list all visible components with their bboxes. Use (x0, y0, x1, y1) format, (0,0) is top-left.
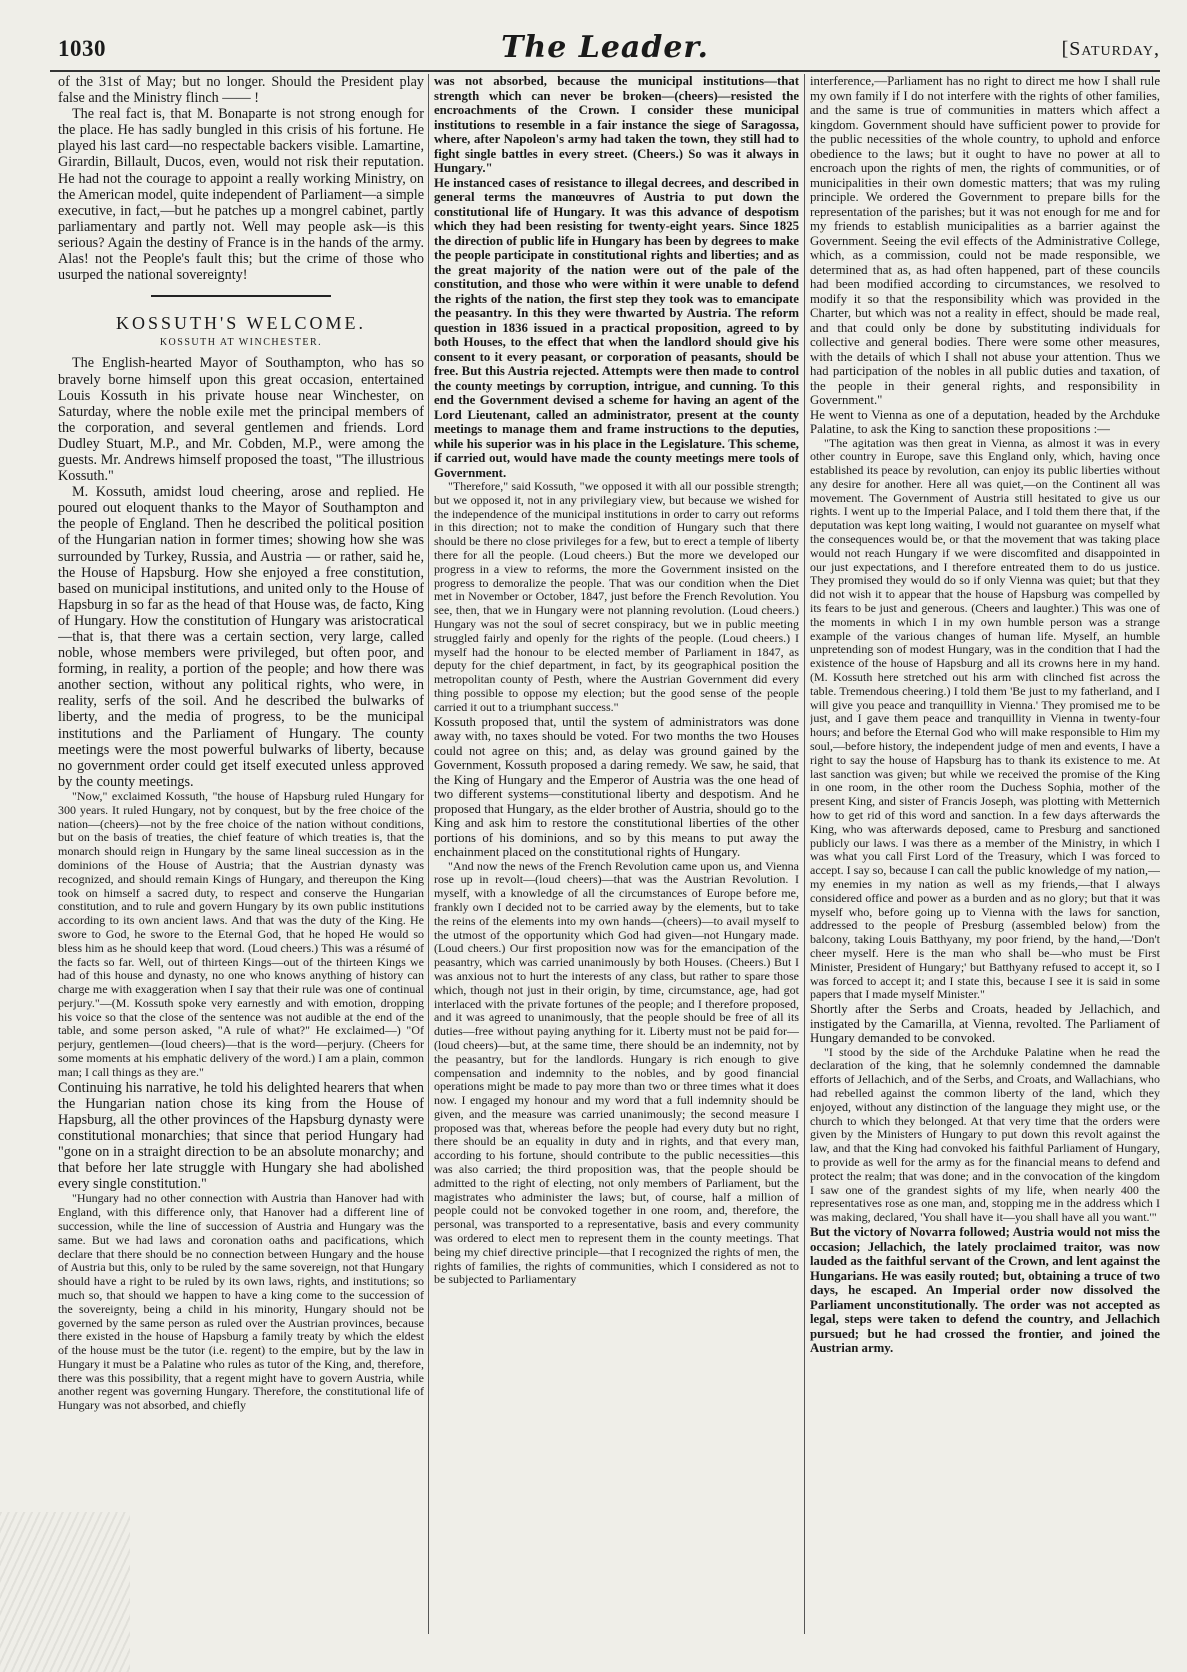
column-rule-2 (804, 74, 805, 1634)
page-number: 1030 (58, 36, 106, 61)
paragraph: of the 31st of May; but no longer. Should the President play false and the Ministry flinch —— ! (58, 74, 424, 107)
quote-paragraph: "Hungary had no other connection with Austria than Hanover had with England, with this difference only, that Hanover had a different line of succession, while the line of succession of Austria and Hungary was the same. But we had laws and coronation oaths and pacifications, which declare that there should be no connection between Hungary and the house of Austria but this, only to be ruled by the same sovereign, not that Hungary should have a right to be ruled by its own laws, rights, and institutions; so much so, that should we happen to have a king come to the succession of the sovereignty, being a child in his minority, Hungary should not be governed by the same person as ruled over the Austrian provinces, because there existed in the house of Hapsburg a family treaty by which the eldest of the house must be the tutor (i.e. regent) to the empire, but by the law in Hungary it must be a Palatine who rules as tutor of the King, and, therefore, there was this possibility, that a regent might have to govern Austria, while another regent was governing Hungary. Therefore, the constitutional life of Hungary was not absorbed, and chiefly (58, 1191, 424, 1413)
paragraph: But the victory of Novarra followed; Austria would not miss the occasion; Jellachich, the lately proclaimed traitor, was now lauded as the faithful servant of the Crown, and lent against the Hungarians. He was easily routed; but, obtaining a truce of two days, he escaped. An Imperial order now dissolved the Parliament unconstitutionally. The order was not accepted as legal, steps were taken to defend the country, and Jellachich pursued; but he had crossed the frontier, and joined the Austrian army. (810, 1225, 1160, 1356)
paragraph: The real fact is, that M. Bonaparte is not strong enough for the place. He has sadly bungled in this crisis of his fortune. He played his last card—no respectable backers visible. Lamartine, Girardin, Billault, Ducos, even, would not risk their reputation. He had not the courage to appoint a really working Ministry, on the American model, quite independent of Parliament—a simple executive, in fact,—but he patches up a mongrel cabinet, partly parliamentary and partly not. Well may people ask—is this serious? Again the destiny of France is in the hands of the army. Alas! not the People's fault this; but the crime of those who usurped the national sovereignty! (58, 106, 424, 284)
paragraph: interference,—Parliament has no right to direct me how I shall rule my own family if I do not interfere with the rights of other families, and the same is true of communities in matters which affect a kingdom. Government should have sufficient power to provide for the public necessities of the whole country, to uphold and enforce obedience to the laws; but it ought to have no power at all to encroach upon the rights of men, the rights of communities, or of municipalities in their own domestic matters; that was my ruling principle. We ordered the Government to prepare bills for the representation of the parishes; but it was not enough for me and for my friends to establish municipalities as a barrier against the Government. Seeing the evil effects of the Administrative College, which, as a commission, could not be made responsible, we determined that as, as had often happened, part of these councils had been modified according to circumstances, we resolved to modify it so that the responsibility which was provided in the Charter, but which was not a reality in effect, should be made real, and that could only be done by substituting individuals for collective and general bodies. There were some other measures, with the details of which I shall not abuse your attention. Thus we had participation of the nobles in all public duties and taxation, of the people in their general rights, and responsibility in Government." (810, 74, 1160, 407)
masthead-rule (50, 70, 1160, 72)
column-rule-1 (428, 74, 429, 1634)
paragraph: Kossuth proposed that, until the system of administrators was done away with, no taxes should be voted. For two months the two Houses could not agree on this; and, as delay was ground gained by the Government, Kossuth proposed a daring remedy. We saw, he said, that the King of Hungary and the Emperor of Austria was the one head of two different systems—constitutional liberty and despotism. And he proposed that Hungary, as the elder brother of Austria, should go to the King and ask him to restore the constitutional liberties of the other portions of his dominions, and so by this means to put away the enchainment placed on the constitutional rights of Hungary. (434, 714, 799, 860)
masthead (50, 30, 1160, 66)
paragraph: He went to Vienna as one of a deputation, headed by the Archduke Palatine, to ask the King to sanction these propositions :— (810, 407, 1160, 436)
page-corner-damage (0, 1512, 130, 1672)
quote-paragraph: "And now the news of the French Revolution came upon us, and Vienna rose up in revolt—(loud cheers)—that was the Austrian Revolution. I myself, with a knowledge of all the circumstances of Europe before me, frankly own I decided not to be carried away by the elements, but to take the reins of the elements into my own hands—(cheers)—to avail myself to the utmost of the opportunity which God had given—not Hungary made. (Loud cheers.) Our first proposition now was for the emancipation of the peasantry, which was carried unanimously by both Houses. (Cheers.) But I was anxious not to hurt the interests of any class, but rather to spare those which, though not just in their origin, by time, circumstance, age, had got interlaced with the private fortunes of the people; and I therefore proposed, and it was agreed to unanimously, that the people should be free of all its duties—free without paying anything for it. Liberty must not be paid for—(loud cheers)—but, at the same time, there should be an indemnity, not by the peasantry, but for the landlords. Hungary is rich enough to give compensation and indemnity to the nobles, and by good financial operations might be made to pay more than two or three times what it does now. I engaged my honour and my word that a full indemnity should be given, and the measure was carried unanimously; the second measure I proposed was that, whereas before the people had every duty but no right, there should be an equality in duty and in rights, and that every man, according to his fortune, should contribute to the public necessities—this was also carried; the third proposition was, that the people should be admitted to the right of electing, not only members of Parliament, but the magistrates who administer the laws; but, of course, half a million of people could not be convoked together in one room, and, therefore, the personal, was transported to a representative, basis and every community was ordered to elect men to represent them in the county meetings. That being my chief directive principle—that I recognized the rights of men, the rights of families, the rights of communities, which I considered as not to be subjected to Parliamentary (434, 858, 799, 1287)
quote-paragraph: "Now," exclaimed Kossuth, "the house of Hapsburg ruled Hungary for 300 years. It ruled Hungary, not by conquest, but by the free choice of the nation—(cheers)—not by the free choice of the nation without conditions, but on the basis of treaties, the chief feature of which treaties is, that the monarch should reign in Hungary by the same lineal succession as in the dominions of the House of Austria; that the Austrian dynasty was recognized, and should remain Kings of Hungary, and thereupon the King took on himself a sacred duty, to respect and conserve the Hungarian constitution, and to rule and govern Hungary by its own public institutions according to its own ancient laws. And that was the duty of the King. He swore to God, he swore to the Eternal God, that he hoped He would so bless him as he should keep that word. (Loud cheers.) This was a résumé of the facts so far. Well, out of thirteen Kings—out of the thirteen Kings we had of this house and dynasty, no one who knows anything of history can charge me with exaggeration when I say that their rule was one of continual perjury."—(M. Kossuth spoke very earnestly and with emotion, dropping his voice so that the close of the sentence was not audible at the end of the table, and some person asked, "A rule of what?" He exclaimed—) "Of perjury, gentlemen—(loud cheers)—that is the word—perjury. (Cheers for some moments at his emphatic delivery of the word.) I am a plain, common man; I call things as they are." (58, 788, 424, 1079)
paragraph: Continuing his narrative, he told his delighted hearers that when the Hungarian nation chose its king from the House of Hapsburg, all the other provinces of the Hapsburg dynasty were constitutional monarchies; that since that period Hungary had "gone on in a straight direction to be an absolute monarchy; and that before her late struggle with Hungary she had abolished every single constitution." (58, 1079, 424, 1193)
paragraph: He instanced cases of resistance to illegal decrees, and described in general terms the manœuvres of Austria to put down the constitutional life of Hungary. It was this advance of despotism which they had been resisting for twenty-eight years. Since 1825 the direction of public life in Hungary has been by degrees to make the people participate in constitutional rights and liberties; and as the great majority of the nation were out of the pale of the constitution, and those who were within it were unable to defend the rights of the nation, the first step they took was to emancipate the peasantry. In this they were thwarted by Austria. The reform question in 1836 issued in a practical proposition, agreed to by both Houses, to the effect that when the landlord should give his consent to it every peasant, or corporation of peasants, should be free. But this Austria rejected. Attempts were then made to control the county meetings by corruption, intrigue, and cunning. To this end the Government devised a scheme for having an agent of the Lord Lieutenant, called an administrator, present at the county meetings to manage them and frame instructions to the deputies, while his superior was in his place in the Legislature. This scheme, if carried out, would have made the county meetings mere tools of Government. (434, 175, 799, 480)
day-label: [Saturday, (1061, 38, 1160, 60)
column-3 (810, 74, 1160, 1634)
quote-paragraph: "Therefore," said Kossuth, "we opposed it with all our possible strength; but we opposed it, not in any privilegiary view, but because we wished for the independence of the municipal institutions in order to carry out reforms in this direction; not to make the condition of Hungary such that there should be there no close privileges for a few, but to erect a temple of liberty there for all the people. (Loud cheers.) But the more we developed our progress in a view to reforms, the more the Government insisted on the progress to demoralize the people. That was our condition when the Diet met in November or October, 1847, just before the French Revolution. You see, then, that we in Hungary were not planning revolution. (Loud cheers.) Hungary was not the soul of secret conspiracy, but we in public meeting struggled fairly and openly for the rights of the people. (Loud cheers.) I myself had the honour to be elected member of Parliament in 1847, as deputy for the chief department, in fact, by its geographical position the metropolitan county of Pesth, where the Austrian Government did every thing possible to oppose my election; but the good sense of the people carried it out to a triumphant success." (434, 479, 799, 714)
paragraph: M. Kossuth, amidst loud cheering, arose and replied. He poured out eloquent thanks to the Mayor of Southampton and the people of England. Then he described the political position of the Hungarian nation in former times; showing how she was surrounded by Turkey, Russia, and Austria — or rather, said he, the House of Hapsburg. How she enjoyed a free constitution, based on municipal institutions, and united only to the House of Hapsburg in so far as the head of that House was, de facto, King of Hungary. How the constitution of Hungary was aristocratical—that is, that there was a certain section, very large, called noble, whose members were privileged, but often poor, and forming, in reality, a portion of the people; and how there was another section, without any political rights, who were, in reality, serfs of the soil. And he described the bulwarks of liberty, and the media of progress, to be the municipal institutions and the Parliament of Hungary. The county meetings were the most powerful bulwarks of liberty, because no government order could get itself executed unless approved by the county meetings. (58, 484, 424, 790)
section-heading: KOSSUTH'S WELCOME. (116, 313, 366, 334)
quote-paragraph: "I stood by the side of the Archduke Palatine when he read the declaration of the king, that he solemnly condemned the damnable efforts of Jellachich, and of the Serbs, and Croats, and Wallachians, who had rebelled against the common liberty of the land, which they enjoyed, without any distinction of the language they might use, or the church to which they belonged. At that very time that the orders were given by the Ministers of Hungary to put down this revolt against the law, and that the King had convoked his faithful Parliament of Hungary, to provide as well for the army as for the financial means to defend and protect the realm; that was done; and in the convocation of the kingdom I saw one of the grandest sights of my life, when nearly 400 the representatives rose as one man, and, stopping me in the address which I was making, declared, 'You shall have it—you shall have all you want.'" (810, 1044, 1160, 1225)
section-subheading: KOSSUTH AT WINCHESTER. (159, 337, 323, 349)
paragraph: was not absorbed, because the municipal institutions—that strength which can never be broken—(cheers)—resisted the encroachments of the Crown. I consider these municipal institutions to resemble in a fair instance the siege of Saragossa, where, after Napoleon's army had taken the town, they still had to fight single battles in every street. (Cheers.) So was it always in Hungary." (434, 74, 799, 175)
section-divider (151, 295, 331, 297)
paragraph: Shortly after the Serbs and Croats, headed by Jellachich, and instigated by the Camarilla, at Vienna, revolted. The Parliament of Hungary demanded to be convoked. (810, 1002, 1160, 1046)
paragraph: The English-hearted Mayor of Southampton, who has so bravely borne himself upon this great occasion, entertained Louis Kossuth in his private house near Winchester, on Saturday, where the noble exile met the principal members of the corporation, and several gentlemen and friends. Lord Dudley Stuart, M.P., and Mr. Cobden, M.P., were among the guests. Mr. Andrews himself proposed the toast, "The illustrious Kossuth." (58, 355, 424, 485)
quote-paragraph: "The agitation was then great in Vienna, as almost it was in every other country in Europe, save this England only, which, having once established its peace by revolution, can enjoy its public liberties without any desire for another. Here all was quiet,—on the Continent all was movement. The Government of Austria still hesitated to give us our rights. I went up to the Imperial Palace, and I told them there that, if the deputation was kept long waiting, I would not guarantee on myself what the consequences would be, or that the movement that was taking place would not reach Hungary if we were discomfited and disappointed in our just expectations, and I therefore entreated them to do us justice. They promised they would do so if only Vienna was quiet; but that they did not wish it to appear that the house of Hapsburg was compelled by its fears to be just and generous. (Cheers and laughter.) This was one of the moments in which I in my own humble person was a strange example of the various changes of human life. Myself, an humble unpretending son of modest Hungary, was in the condition that I had the existence of the house of Hapsburg and all its crowns here in my hand. (M. Kossuth here stretched out his arm with clinched fist across the table. Tremendous cheering.) I told them 'Be just to my fatherland, and I will give you peace and tranquillity in Vienna.' They promised me to be just, and I gave them peace and tranquillity in Vienna in twenty-four hours; and before the Eternal God who will make responsible to Him my soul,—before history, the independent judge of men and events, I have a right to say the house of Hapsburg has to thank its existence to me. At last sanction was given; but while we received the promise of the King in one room, in the other room the Duchess Sophia, mother of the present King, and sister of Francis Joseph, was plotting with Metternich how to get rid of this word and sanction. In a few days afterwards the King, who was afterwards deposed, came to Presburg and sanctioned publicly our laws. I was there as a member of the Ministry, in which I was what you call First Lord of the Treasury, which I was forced to accept. I say so, because I can call the public knowledge of my nation,—my enemies in my nation as well as my friends,—that I always considered office and power as a burden and as no glory; but that it was myself who, before going up to Vienna with the laws for sanction, addressed to the people of Presburg (assembled below) from the balcony, taking Louis Batthyany, my poor friend, by the hand,—'Don't cheer myself. Here is the man who shall be—who must be First Minister, President of Hungary;' but Batthyany refused to accept it, so I was forced to accept it; and I state this, because I see it is said in some papers that I made myself Minister." (810, 435, 1160, 1002)
column-1 (58, 74, 424, 1634)
column-2 (434, 74, 799, 1634)
paper-title: The Leader. (501, 30, 709, 65)
